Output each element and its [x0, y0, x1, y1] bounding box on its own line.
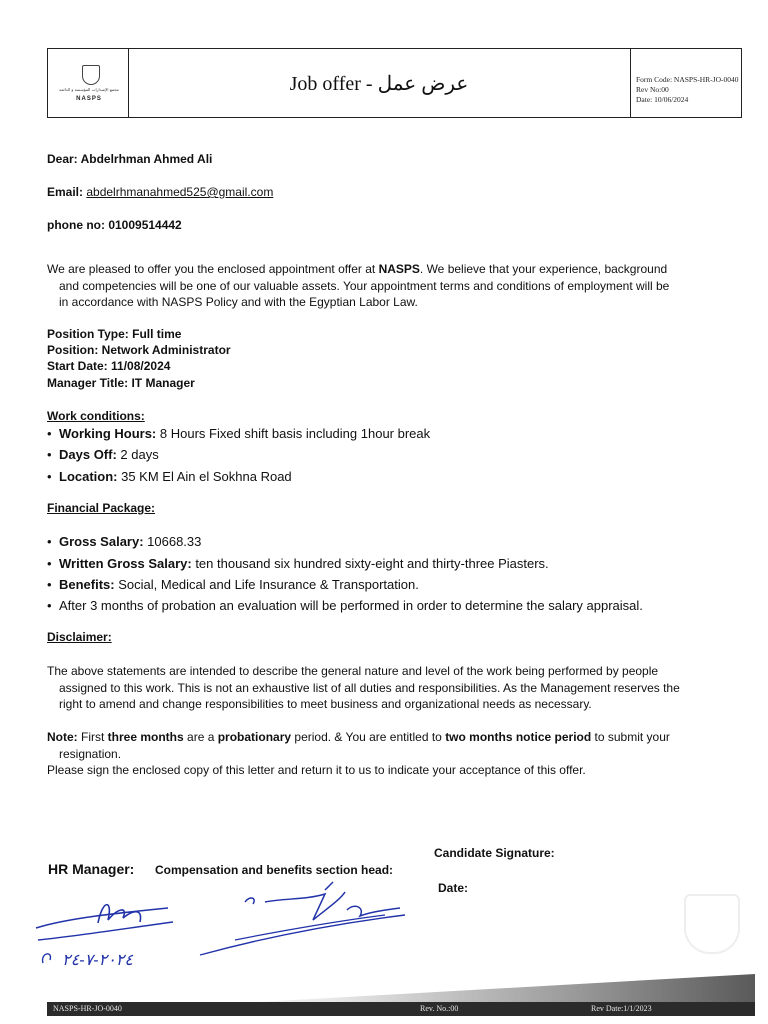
candidate-signature-label: Candidate Signature:: [434, 846, 555, 860]
watermark-logo: [684, 894, 740, 954]
document-header: [47, 48, 742, 118]
footer-decoration: [150, 974, 755, 1002]
financial-package-heading: Financial Package:: [47, 501, 156, 515]
company-name: NASPS: [378, 262, 420, 276]
financial-item: • Written Gross Salary: ten thousand six hundred sixty-eight and thirty-three Piasters.: [47, 556, 549, 571]
disclaimer-line-2: assigned to this work. This is not an exhaustive list of all duties and responsibilities. As the Management reserves the: [59, 680, 680, 695]
note-line-2: resignation.: [59, 746, 122, 761]
intro-line-3: in accordance with NASPS Policy and with the Egyptian Labor Law.: [59, 295, 418, 309]
financial-item: • Gross Salary: 10668.33: [47, 534, 202, 549]
footer-revision: Rev. No.:00: [420, 1004, 459, 1013]
footer-revision-date: Rev Date:1/1/2023: [591, 1004, 652, 1013]
financial-item: • Benefits: Social, Medical and Life Insurance & Transportation.: [47, 577, 419, 592]
position-type: Position Type: Full time: [47, 327, 182, 341]
logo-text: NASPS: [76, 96, 102, 102]
note-line-3: Please sign the enclosed copy of this letter and return it to us to indicate your acceptance of this offer.: [47, 763, 586, 777]
email-line: [47, 184, 273, 201]
intro-text-end: . We believe that your experience, background: [419, 262, 668, 276]
form-code: Form Code: NASPS-HR-JO-0040: [636, 75, 739, 84]
date-label: Date:: [438, 881, 469, 895]
work-conditions-heading: Work conditions:: [47, 409, 145, 423]
disclaimer-line-1: The above statements are intended to describe the general nature and level of the work being performed by people: [47, 664, 659, 678]
compensation-head-signature: [195, 880, 425, 960]
shield-logo-icon: [82, 65, 100, 85]
note-paragraph: Note: First three months are a probationary period. & You are entitled to two months notice period to submit your resignation. Please sign the enclosed copy of this letter and return it to us to indicate your acceptance of this offer.: [47, 729, 743, 779]
disclaimer-heading: Disclaimer:: [47, 630, 112, 644]
email-label: Email:: [47, 185, 84, 199]
hr-manager-label: HR Manager:: [48, 861, 135, 877]
phone-number: phone no: 01009514442: [47, 218, 182, 232]
intro-line-2: and competencies will be one of our valuable assets. Your appointment terms and conditions of employment will be: [59, 278, 670, 293]
logo-cell: [48, 49, 129, 117]
form-info-cell: [630, 49, 741, 117]
form-date: Date: 10/06/2024: [636, 95, 689, 104]
logo-arabic-text: مجمع الإصدارات المؤسسة و الدائمة: [59, 87, 119, 92]
disclaimer-line-3: right to amend and change responsibilities to meet business and organizational needs as necessary.: [59, 697, 592, 711]
work-condition-item: • Location: 35 KM El Ain el Sokhna Road: [47, 469, 292, 484]
compensation-head-label: Compensation and benefits section head:: [155, 863, 394, 877]
footer-bar: [47, 1002, 755, 1016]
footer-form-code: NASPS-HR-JO-0040: [53, 1004, 122, 1013]
recipient-name: Dear: Abdelrhman Ahmed Ali: [47, 152, 213, 166]
work-condition-item: • Working Hours: 8 Hours Fixed shift basis including 1hour break: [47, 426, 431, 441]
position-title: Position: Network Administrator: [47, 343, 231, 357]
email-link[interactable]: abdelrhmanahmed525@gmail.com: [86, 185, 274, 199]
manager-title: Manager Title: IT Manager: [47, 376, 195, 390]
disclaimer-paragraph: [47, 663, 743, 713]
work-condition-item: • Days Off: 2 days: [47, 447, 159, 462]
intro-paragraph: [47, 261, 743, 311]
title-cell: [128, 49, 631, 117]
financial-item: • After 3 months of probation an evaluation will be performed in order to determine the salary appraisal.: [47, 598, 643, 613]
handwritten-date: ٢٠٢٤-٧-٢٤: [62, 950, 133, 969]
start-date: Start Date: 11/08/2024: [47, 359, 171, 373]
document-title: Job offer - عرض عمل: [289, 72, 469, 95]
revision-number: Rev No:00: [636, 85, 669, 94]
intro-text-start: We are pleased to offer you the enclosed appointment offer at: [47, 262, 379, 276]
